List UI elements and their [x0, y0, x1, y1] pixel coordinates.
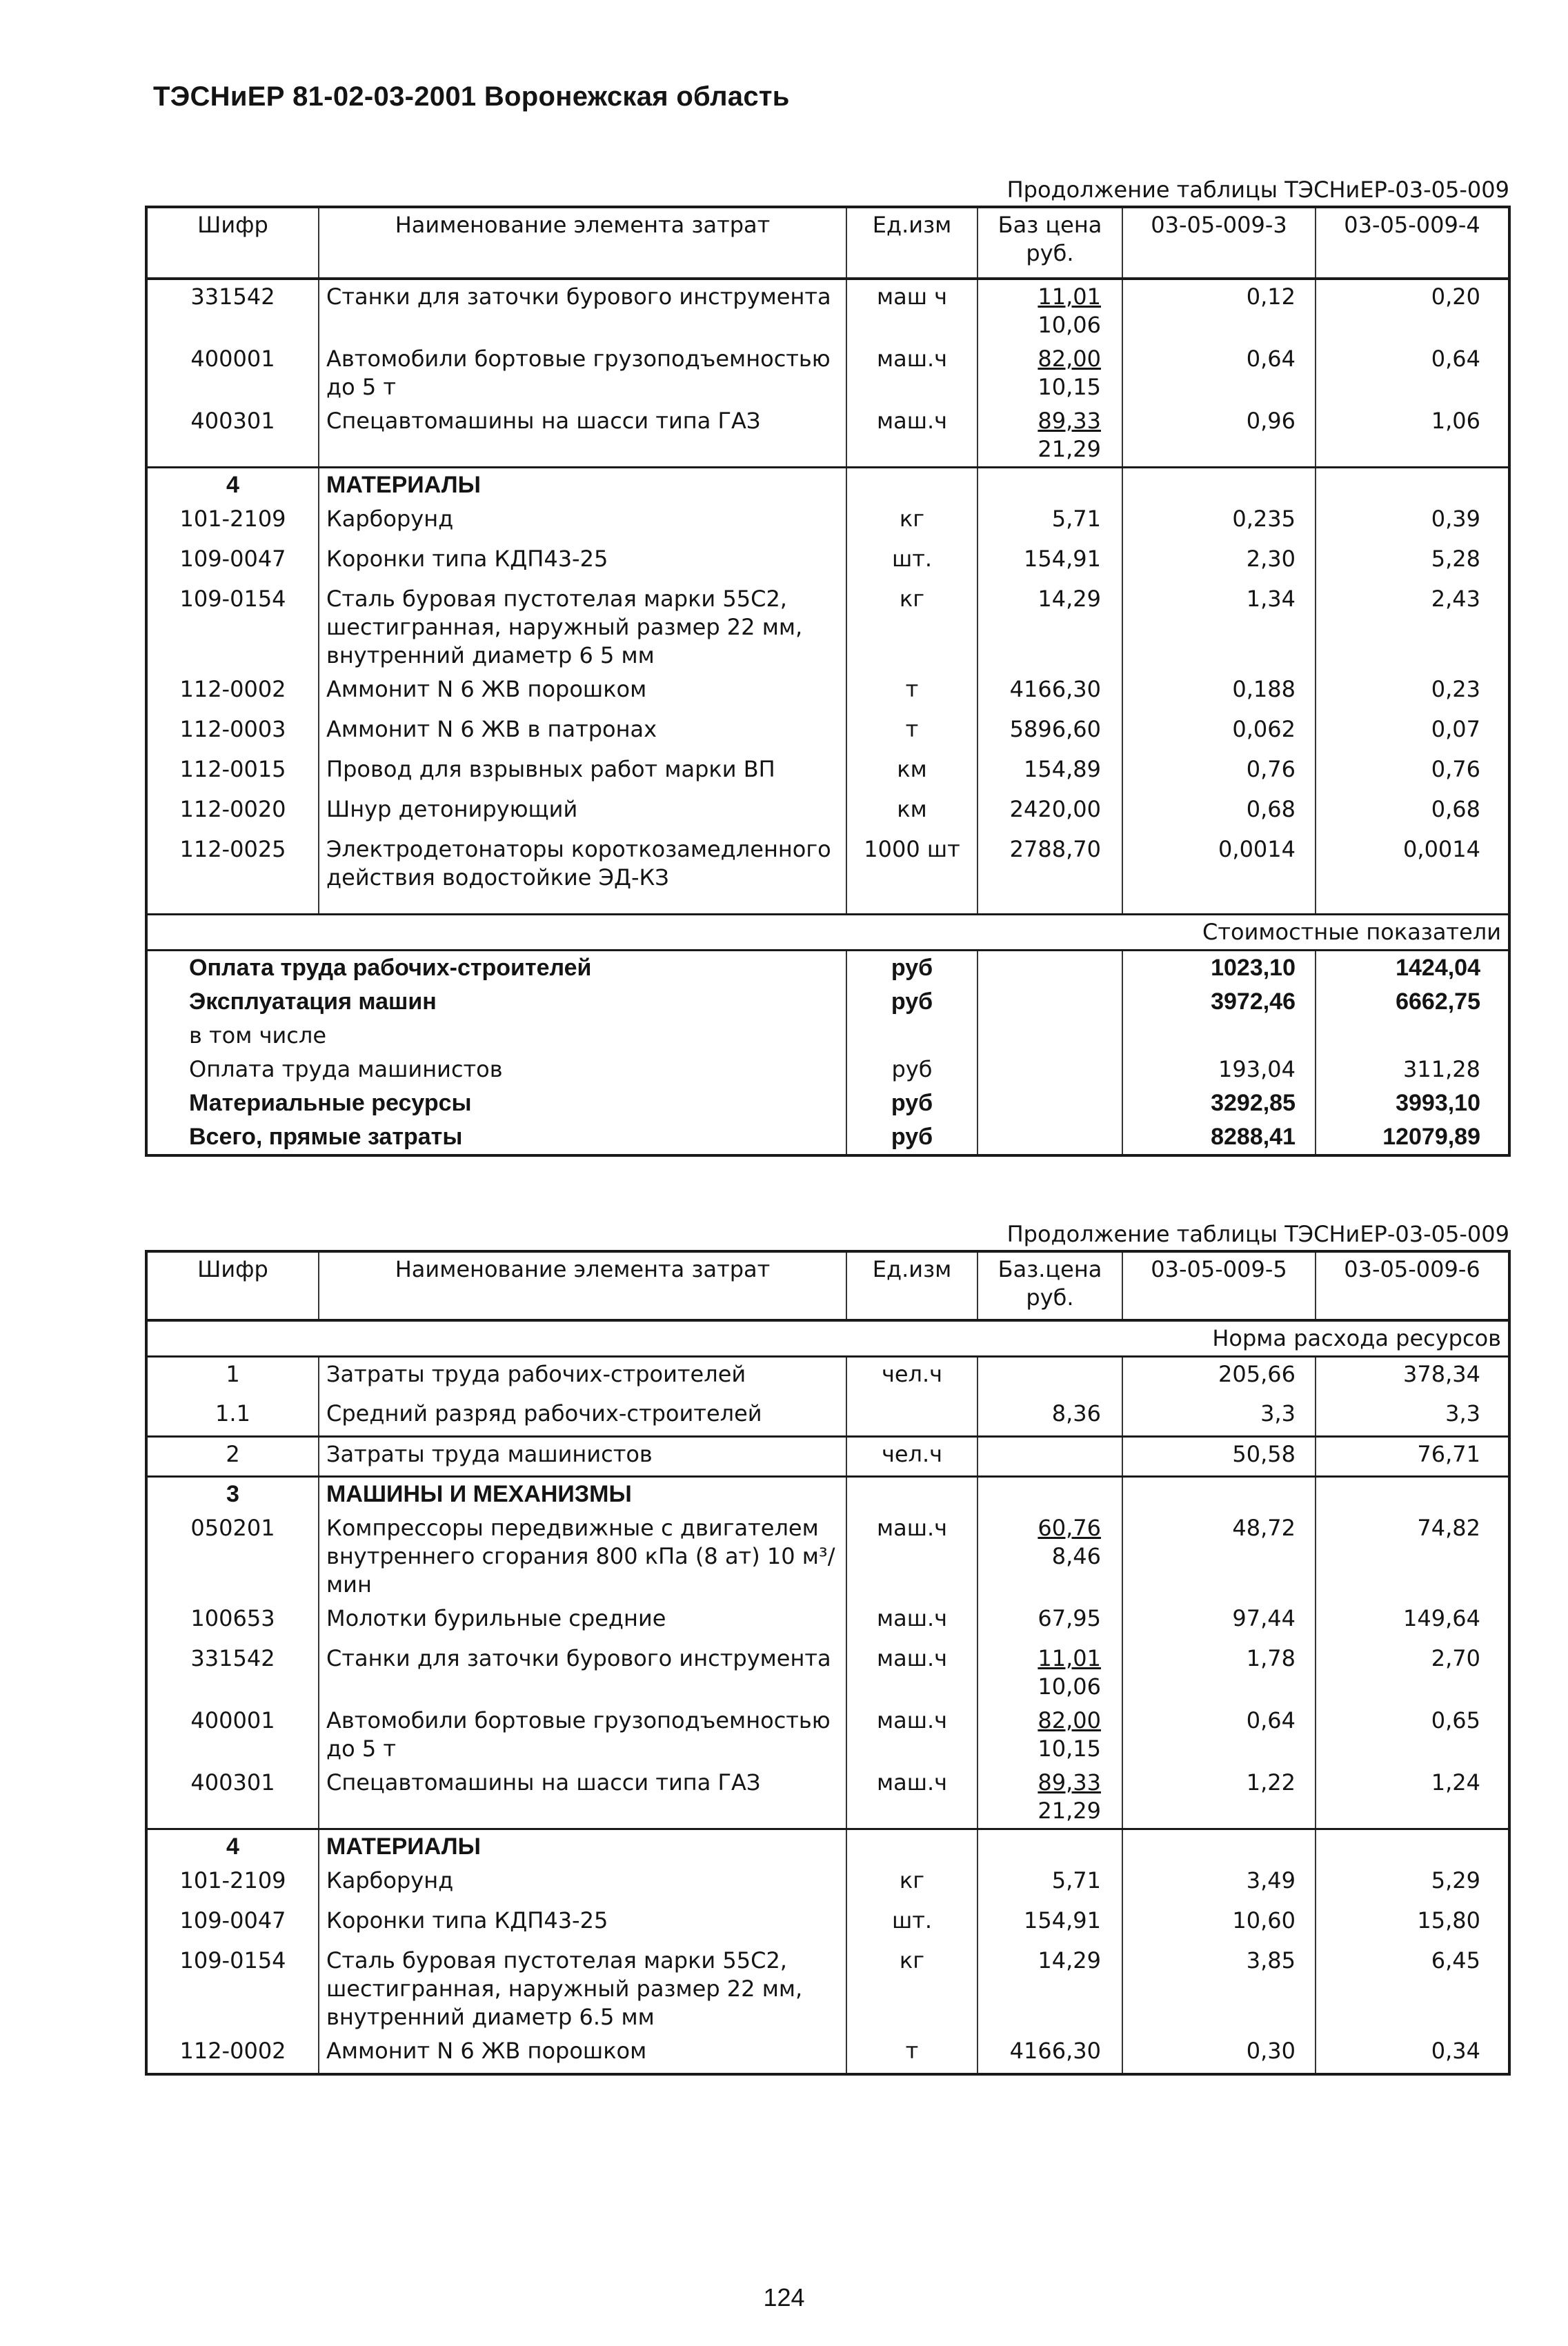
header-price-line1: Баз.цена — [998, 1256, 1102, 1282]
row-name: Сталь буровая пустотелая марки 55С2, шестигранная, наружный размер 22 мм, внутренний диаметр 6.5 мм — [319, 1944, 846, 2034]
row-unit: маш.ч — [846, 1511, 977, 1602]
section-name: МАТЕРИАЛЫ — [319, 468, 846, 503]
row-value-b: 0,20 — [1431, 284, 1480, 310]
row-unit: км — [846, 793, 977, 833]
summary-label: Эксплуатация машин — [146, 985, 846, 1019]
row-name: Карборунд — [319, 1864, 846, 1904]
summary-value-b: 12079,89 — [1382, 1123, 1480, 1150]
row-price — [977, 342, 1122, 404]
row-value-b: 2,70 — [1431, 1645, 1480, 1671]
table-row — [146, 2034, 1509, 2074]
table-1-machine-rows — [146, 279, 1509, 468]
row-value-a: 0,12 — [1122, 279, 1316, 342]
row-value-a: 0,76 — [1122, 753, 1316, 793]
summary-unit — [846, 1019, 977, 1053]
row-code: 1.1 — [146, 1397, 319, 1437]
table-2 — [145, 1250, 1511, 2076]
section-code: 3 — [146, 1477, 319, 1512]
row-value-a: 48,72 — [1122, 1511, 1316, 1602]
table-row — [146, 673, 1509, 713]
summary-value-a: 1023,10 — [1122, 950, 1316, 985]
cost-indicators-band — [146, 914, 1509, 950]
row-code: 112-0025 — [146, 833, 319, 895]
row-name: Станки для заточки бурового инструмента — [319, 279, 846, 342]
row-price-top: 60,76 — [1038, 1515, 1101, 1541]
row-code: 331542 — [146, 1642, 319, 1704]
row-name: Шнур детонирующий — [319, 793, 846, 833]
row-value-b: 2,43 — [1431, 586, 1480, 612]
row-value-a: 0,64 — [1122, 1704, 1316, 1766]
row-price-top: 11,01 — [1038, 284, 1101, 310]
table-1-header-row — [146, 207, 1509, 279]
row-name: Автомобили бортовые грузоподъемностью до 5 т — [319, 342, 846, 404]
summary-value-b — [1316, 1019, 1509, 1053]
row-value-a: 2,30 — [1122, 542, 1316, 582]
summary-unit: руб — [846, 1086, 977, 1120]
row-value-b: 5,29 — [1431, 1867, 1480, 1893]
summary-price — [977, 985, 1122, 1019]
row-value-a: 97,44 — [1122, 1602, 1316, 1642]
row-code: 101-2109 — [146, 502, 319, 542]
row-name: Молотки бурильные средние — [319, 1602, 846, 1642]
summary-value-b: 311,28 — [1403, 1055, 1480, 1082]
summary-value-a: 8288,41 — [1122, 1120, 1316, 1155]
row-value-b: 0,64 — [1431, 346, 1480, 372]
row-unit: км — [846, 753, 977, 793]
row-value-a: 1,34 — [1122, 582, 1316, 673]
row-value-b: 3,3 — [1445, 1400, 1480, 1427]
row-value-b: 0,07 — [1431, 716, 1480, 742]
row-unit: чел.ч — [846, 1357, 977, 1397]
table-1 — [145, 206, 1511, 1157]
row-price: 154,89 — [977, 753, 1122, 793]
row-price — [977, 404, 1122, 468]
row-unit: т — [846, 713, 977, 753]
summary-price — [977, 1086, 1122, 1120]
summary-value-b: 3993,10 — [1396, 1089, 1480, 1116]
row-value-b: 6,45 — [1431, 1947, 1480, 1974]
row-price-bottom: 10,06 — [1038, 1673, 1101, 1700]
row-price-bottom: 21,29 — [1038, 1798, 1101, 1824]
header-col-b: 03-05-009-6 — [1316, 1251, 1509, 1320]
row-code: 112-0002 — [146, 673, 319, 713]
header-price-line1: Баз цена — [998, 212, 1102, 238]
table-row — [146, 793, 1509, 833]
row-price — [977, 1766, 1122, 1829]
summary-row — [146, 1086, 1509, 1120]
table-2-header-row — [146, 1251, 1509, 1320]
row-unit: маш.ч — [846, 404, 977, 468]
row-code: 400301 — [146, 404, 319, 468]
row-code: 400001 — [146, 342, 319, 404]
row-name: Коронки типа КДП43-25 — [319, 542, 846, 582]
header-unit: Ед.изм — [846, 1251, 977, 1320]
row-value-a: 0,96 — [1122, 404, 1316, 468]
row-price: 4166,30 — [977, 2034, 1122, 2074]
row-value-b: 0,34 — [1431, 2038, 1480, 2064]
row-value-b: 378,34 — [1403, 1361, 1480, 1387]
row-value-b: 74,82 — [1417, 1515, 1480, 1541]
row-price — [977, 1437, 1122, 1477]
row-name: Затраты труда машинистов — [319, 1437, 846, 1477]
row-price-top: 82,00 — [1038, 1707, 1101, 1733]
row-value-b: 0,23 — [1431, 676, 1480, 702]
summary-row — [146, 1120, 1509, 1155]
table-row — [146, 582, 1509, 673]
table-row — [146, 1704, 1509, 1766]
row-unit: маш.ч — [846, 1704, 977, 1766]
row-value-a: 1,78 — [1122, 1642, 1316, 1704]
row-value-b: 0,0014 — [1403, 836, 1480, 862]
row-value-a: 50,58 — [1122, 1437, 1316, 1477]
summary-label: Оплата труда машинистов — [146, 1053, 846, 1086]
row-name: Сталь буровая пустотелая марки 55С2, шестигранная, наружный размер 22 мм, внутренний диаметр 6 5 мм — [319, 582, 846, 673]
row-value-b: 0,39 — [1431, 506, 1480, 532]
row-value-a: 10,60 — [1122, 1904, 1316, 1944]
row-code: 101-2109 — [146, 1864, 319, 1904]
summary-price — [977, 1019, 1122, 1053]
section-name: МАШИНЫ И МЕХАНИЗМЫ — [319, 1477, 846, 1512]
row-code: 112-0003 — [146, 713, 319, 753]
summary-unit: руб — [846, 1120, 977, 1155]
table-row — [146, 342, 1509, 404]
row-price-bottom: 10,06 — [1038, 312, 1101, 338]
row-price-top: 67,95 — [1038, 1605, 1101, 1631]
header-price-line2: руб. — [1026, 240, 1074, 266]
table-1-material-rows — [146, 502, 1509, 895]
table-row — [146, 542, 1509, 582]
row-unit: маш.ч — [846, 1602, 977, 1642]
row-name: Средний разряд рабочих-строителей — [319, 1397, 846, 1437]
row-code: 112-0015 — [146, 753, 319, 793]
row-value-b: 0,65 — [1431, 1707, 1480, 1733]
summary-value-a: 3972,46 — [1122, 985, 1316, 1019]
table-1-summary-rows — [146, 950, 1509, 1155]
row-price: 154,91 — [977, 1904, 1122, 1944]
summary-value-a — [1122, 1019, 1316, 1053]
row-price — [977, 279, 1122, 342]
row-value-b: 1,06 — [1431, 408, 1480, 434]
row-value-a: 3,49 — [1122, 1864, 1316, 1904]
header-price — [977, 207, 1122, 279]
row-value-a: 3,85 — [1122, 1944, 1316, 2034]
row-unit: маш.ч — [846, 342, 977, 404]
row-price: 2788,70 — [977, 833, 1122, 895]
summary-value-a: 3292,85 — [1122, 1086, 1316, 1120]
row-name: Электродетонаторы короткозамедленного действия водостойкие ЭД-КЗ — [319, 833, 846, 895]
table-row — [146, 713, 1509, 753]
row-name: Аммонит N 6 ЖВ в патронах — [319, 713, 846, 753]
row-price: 5,71 — [977, 502, 1122, 542]
row-name: Станки для заточки бурового инструмента — [319, 1642, 846, 1704]
row-price: 14,29 — [977, 582, 1122, 673]
row-price — [977, 1704, 1122, 1766]
row-value-b: 15,80 — [1417, 1907, 1480, 1934]
row-unit: т — [846, 673, 977, 713]
row-unit: т — [846, 2034, 977, 2074]
row-price — [977, 1511, 1122, 1602]
row-value-b: 1,24 — [1431, 1769, 1480, 1796]
row-unit: чел.ч — [846, 1437, 977, 1477]
table-row — [146, 502, 1509, 542]
row-price-bottom: 21,29 — [1038, 436, 1101, 462]
row-unit: 1000 шт — [846, 833, 977, 895]
row-code: 112-0020 — [146, 793, 319, 833]
table-2-machines-section — [146, 1477, 1509, 1512]
row-value-a: 0,64 — [1122, 342, 1316, 404]
row-unit: кг — [846, 1864, 977, 1904]
row-name: Автомобили бортовые грузоподъемностью до 5 т — [319, 1704, 846, 1766]
row-price — [977, 1642, 1122, 1704]
header-code: Шифр — [146, 1251, 319, 1320]
header-unit: Ед.изм — [846, 207, 977, 279]
row-value-b: 76,71 — [1316, 1437, 1509, 1477]
row-value-a: 0,0014 — [1122, 833, 1316, 895]
header-price-line2: руб. — [1026, 1284, 1074, 1311]
norm-band-label: Норма расхода ресурсов — [146, 1320, 1509, 1357]
summary-label: в том числе — [146, 1019, 846, 1053]
table-row — [146, 1397, 1509, 1437]
norm-band — [146, 1320, 1509, 1357]
table-2-materials-section — [146, 1829, 1509, 1865]
row-name: Аммонит N 6 ЖВ порошком — [319, 2034, 846, 2074]
table-row — [146, 1511, 1509, 1602]
row-value-a: 0,062 — [1122, 713, 1316, 753]
table-row — [146, 1602, 1509, 1642]
summary-label: Оплата труда рабочих-строителей — [146, 950, 846, 985]
row-unit: кг — [846, 1944, 977, 2034]
summary-row — [146, 1053, 1509, 1086]
row-price-top: 11,01 — [1038, 1645, 1101, 1671]
row-value-a: 3,3 — [1122, 1397, 1316, 1437]
row-value-b: 0,68 — [1431, 796, 1480, 822]
row-value-b: 0,76 — [1431, 756, 1480, 782]
table-row — [146, 1642, 1509, 1704]
row-price: 5,71 — [977, 1864, 1122, 1904]
row-price-bottom: 10,15 — [1038, 374, 1101, 400]
row-value-a: 1,22 — [1122, 1766, 1316, 1829]
row-unit: маш.ч — [846, 1642, 977, 1704]
table-row — [146, 1904, 1509, 1944]
table-1-materials-section — [146, 468, 1509, 503]
summary-label: Всего, прямые затраты — [146, 1120, 846, 1155]
table-row — [146, 279, 1509, 342]
row-code: 109-0047 — [146, 542, 319, 582]
table-row — [146, 1766, 1509, 1829]
row-value-a: 0,30 — [1122, 2034, 1316, 2074]
row-value-a: 0,235 — [1122, 502, 1316, 542]
summary-price — [977, 1053, 1122, 1086]
row-name: Спецавтомашины на шасси типа ГАЗ — [319, 404, 846, 468]
row-price: 5896,60 — [977, 713, 1122, 753]
table-row — [146, 753, 1509, 793]
row-name: Компрессоры передвижные с двигателем внутреннего сгорания 800 кПа (8 ат) 10 м³/мин — [319, 1511, 846, 1602]
row-unit: кг — [846, 502, 977, 542]
row-code: 109-0047 — [146, 1904, 319, 1944]
header-price — [977, 1251, 1122, 1320]
row-price-top: 89,33 — [1038, 1769, 1101, 1796]
document-title: ТЭСНиЕР 81-02-03-2001 Воронежская область — [153, 81, 790, 112]
table-row — [146, 404, 1509, 468]
summary-label: Материальные ресурсы — [146, 1086, 846, 1120]
summary-value-b: 6662,75 — [1396, 988, 1480, 1015]
row-code: 100653 — [146, 1602, 319, 1642]
row-price: 154,91 — [977, 542, 1122, 582]
row-code: 109-0154 — [146, 582, 319, 673]
table-2-labor-rows — [146, 1357, 1509, 1477]
row-value-b: 5,28 — [1431, 546, 1480, 572]
row-name: Аммонит N 6 ЖВ порошком — [319, 673, 846, 713]
header-code: Шифр — [146, 207, 319, 279]
header-col-b: 03-05-009-4 — [1316, 207, 1509, 279]
row-price — [977, 1357, 1122, 1397]
row-value-b: 149,64 — [1403, 1605, 1480, 1631]
row-code: 331542 — [146, 279, 319, 342]
summary-price — [977, 950, 1122, 985]
row-unit: шт. — [846, 1904, 977, 1944]
summary-unit: руб — [846, 985, 977, 1019]
summary-row — [146, 950, 1509, 985]
section-code: 4 — [146, 468, 319, 503]
row-price: 14,29 — [977, 1944, 1122, 2034]
header-col-a: 03-05-009-3 — [1122, 207, 1316, 279]
row-price-bottom: 8,46 — [1051, 1543, 1101, 1569]
table-2-material-rows — [146, 1864, 1509, 2074]
row-unit: маш.ч — [846, 1766, 977, 1829]
section-name: МАТЕРИАЛЫ — [319, 1829, 846, 1865]
table-row — [146, 1944, 1509, 2034]
row-price: 4166,30 — [977, 673, 1122, 713]
summary-row — [146, 1019, 1509, 1053]
table-2-machine-rows — [146, 1511, 1509, 1829]
summary-value-b: 1424,04 — [1396, 954, 1480, 981]
row-code: 1 — [146, 1357, 319, 1397]
row-name: Провод для взрывных работ марки ВП — [319, 753, 846, 793]
header-col-a: 03-05-009-5 — [1122, 1251, 1316, 1320]
row-name: Спецавтомашины на шасси типа ГАЗ — [319, 1766, 846, 1829]
row-code: 2 — [146, 1437, 319, 1477]
table-row — [146, 1437, 1509, 1477]
row-code: 050201 — [146, 1511, 319, 1602]
table-row — [146, 833, 1509, 895]
section-code: 4 — [146, 1829, 319, 1865]
row-unit — [846, 1397, 977, 1437]
row-name: Карборунд — [319, 502, 846, 542]
summary-unit: руб — [846, 950, 977, 985]
table-row — [146, 1357, 1509, 1397]
row-price — [977, 1602, 1122, 1642]
row-price-top: 82,00 — [1038, 346, 1101, 372]
row-value-a: 0,68 — [1122, 793, 1316, 833]
row-price: 2420,00 — [977, 793, 1122, 833]
row-unit: шт. — [846, 542, 977, 582]
table-row — [146, 1864, 1509, 1904]
row-code: 400001 — [146, 1704, 319, 1766]
cost-indicators-label: Стоимостные показатели — [146, 914, 1509, 950]
header-name: Наименование элемента затрат — [319, 1251, 846, 1320]
page-number: 124 — [763, 2283, 805, 2312]
table-2-caption: Продолжение таблицы ТЭСНиЕР-03-05-009 — [1006, 1221, 1509, 1247]
summary-row — [146, 985, 1509, 1019]
row-unit: маш ч — [846, 279, 977, 342]
row-price-bottom: 10,15 — [1038, 1736, 1101, 1762]
summary-value-a: 193,04 — [1122, 1053, 1316, 1086]
row-code: 109-0154 — [146, 1944, 319, 2034]
row-price: 8,36 — [977, 1397, 1122, 1437]
row-value-a: 0,188 — [1122, 673, 1316, 713]
row-name: Коронки типа КДП43-25 — [319, 1904, 846, 1944]
row-unit: кг — [846, 582, 977, 673]
row-name: Затраты труда рабочих-строителей — [319, 1357, 846, 1397]
summary-unit: руб — [846, 1053, 977, 1086]
row-code: 112-0002 — [146, 2034, 319, 2074]
header-name: Наименование элемента затрат — [319, 207, 846, 279]
row-value-a: 205,66 — [1122, 1357, 1316, 1397]
row-code: 400301 — [146, 1766, 319, 1829]
row-price-top: 89,33 — [1038, 408, 1101, 434]
summary-price — [977, 1120, 1122, 1155]
table-1-caption: Продолжение таблицы ТЭСНиЕР-03-05-009 — [1006, 177, 1509, 203]
